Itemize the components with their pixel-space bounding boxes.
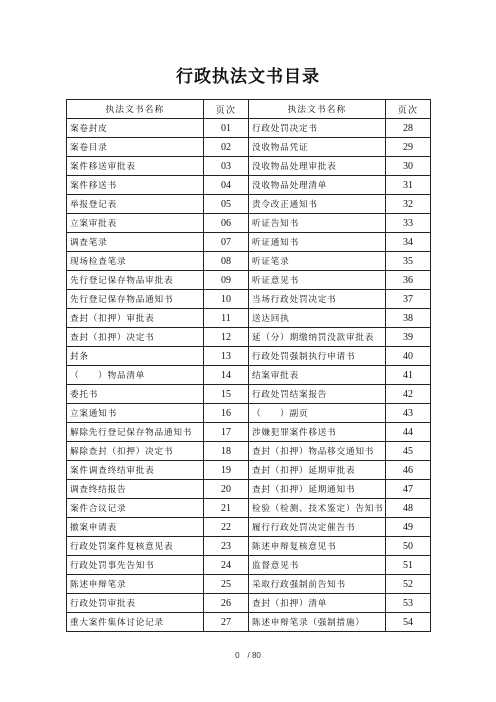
right-doc-name: 没收物品处理审批表 [249,157,386,176]
left-doc-page: 03 [204,157,249,176]
right-doc-name: 行政处罚强制执行申请书 [249,347,386,366]
table-row [67,442,431,461]
table-row [67,594,431,613]
right-doc-page: 34 [386,233,431,252]
table-row [67,328,431,347]
right-doc-page: 38 [386,309,431,328]
right-doc-name: 涉嫌犯罪案件移送书 [249,423,386,442]
table-row [67,233,431,252]
left-doc-name: 现场检查笔录 [67,252,204,271]
right-doc-page: 28 [386,119,431,138]
left-doc-name: 解除先行登记保存物品通知书 [67,423,204,442]
left-doc-name: （ ）物品清单 [67,366,204,385]
right-doc-name: 送达回执 [249,309,386,328]
left-doc-page: 12 [204,328,249,347]
left-doc-page: 06 [204,214,249,233]
header-right-name: 执法文书名称 [249,100,386,119]
table-row [67,499,431,518]
left-doc-name: 先行登记保存物品审批表 [67,271,204,290]
table-row [67,309,431,328]
right-doc-name: （ ）副页 [249,404,386,423]
left-doc-page: 10 [204,290,249,309]
right-doc-page: 45 [386,442,431,461]
left-doc-name: 封条 [67,347,204,366]
left-doc-page: 26 [204,594,249,613]
right-doc-page: 54 [386,613,431,632]
right-doc-name: 行政处罚结案报告 [249,385,386,404]
right-doc-name: 查封（扣押）延期通知书 [249,480,386,499]
right-doc-name: 延（分）期缴纳罚没款审批表 [249,328,386,347]
table-row [67,613,431,632]
right-doc-name: 结案审批表 [249,366,386,385]
document-index-table [66,99,431,632]
table-row [67,157,431,176]
left-doc-page: 09 [204,271,249,290]
table-row [67,556,431,575]
left-doc-page: 11 [204,309,249,328]
left-doc-name: 案件合议记录 [67,499,204,518]
right-doc-page: 52 [386,575,431,594]
left-doc-page: 25 [204,575,249,594]
right-doc-page: 46 [386,461,431,480]
table-row [67,271,431,290]
left-doc-name: 立案通知书 [67,404,204,423]
header-left-page: 页次 [204,100,249,119]
table-row [67,119,431,138]
right-doc-page: 53 [386,594,431,613]
right-doc-page: 31 [386,176,431,195]
right-doc-page: 49 [386,518,431,537]
table-row [67,404,431,423]
right-doc-page: 41 [386,366,431,385]
table-row [67,290,431,309]
table-row [67,366,431,385]
left-doc-name: 陈述申辩笔录 [67,575,204,594]
right-doc-page: 30 [386,157,431,176]
table-row [67,252,431,271]
header-left-name: 执法文书名称 [67,100,204,119]
left-doc-page: 01 [204,119,249,138]
left-doc-name: 委托书 [67,385,204,404]
table-row [67,385,431,404]
left-doc-page: 23 [204,537,249,556]
right-doc-name: 查封（扣押）清单 [249,594,386,613]
right-doc-page: 47 [386,480,431,499]
left-doc-name: 调查终结报告 [67,480,204,499]
right-doc-name: 履行行政处罚决定催告书 [249,518,386,537]
right-doc-page: 44 [386,423,431,442]
left-doc-name: 举报登记表 [67,195,204,214]
left-doc-page: 22 [204,518,249,537]
right-doc-name: 没收物品处理清单 [249,176,386,195]
table-row [67,480,431,499]
header-right-page: 页次 [386,100,431,119]
left-doc-page: 24 [204,556,249,575]
right-doc-page: 39 [386,328,431,347]
right-doc-name: 陈述申辩复核意见书 [249,537,386,556]
right-doc-name: 听证笔录 [249,252,386,271]
left-doc-name: 查封（扣押）决定书 [67,328,204,347]
table-row [67,423,431,442]
right-doc-page: 35 [386,252,431,271]
table-row [67,537,431,556]
right-doc-name: 查封（扣押）物品移交通知书 [249,442,386,461]
table-body [67,119,431,632]
right-doc-page: 32 [386,195,431,214]
left-doc-page: 04 [204,176,249,195]
left-doc-name: 解除查封（扣押）决定书 [67,442,204,461]
left-doc-page: 20 [204,480,249,499]
right-doc-page: 48 [386,499,431,518]
left-doc-name: 案卷封皮 [67,119,204,138]
table-row [67,347,431,366]
page-indicator: 0 / 80 [235,651,261,660]
left-doc-name: 调查笔录 [67,233,204,252]
right-doc-name: 当场行政处罚决定书 [249,290,386,309]
right-doc-name: 采取行政强制前告知书 [249,575,386,594]
left-doc-page: 13 [204,347,249,366]
left-doc-name: 查封（扣押）审批表 [67,309,204,328]
left-doc-page: 16 [204,404,249,423]
left-doc-page: 18 [204,442,249,461]
right-doc-name: 行政处罚决定书 [249,119,386,138]
right-doc-name: 听证告知书 [249,214,386,233]
left-doc-page: 14 [204,366,249,385]
left-doc-name: 行政处罚案件复核意见表 [67,537,204,556]
table-row [67,176,431,195]
left-doc-name: 案卷目录 [67,138,204,157]
table-row [67,461,431,480]
right-doc-page: 40 [386,347,431,366]
left-doc-page: 27 [204,613,249,632]
right-doc-name: 陈述申辩笔录（强制措施） [249,613,386,632]
left-doc-name: 案件调查终结审批表 [67,461,204,480]
right-doc-page: 33 [386,214,431,233]
right-doc-page: 43 [386,404,431,423]
table-row [67,518,431,537]
left-doc-name: 重大案件集体讨论记录 [67,613,204,632]
right-doc-name: 听证意见书 [249,271,386,290]
left-doc-page: 17 [204,423,249,442]
left-doc-name: 行政处罚事先告知书 [67,556,204,575]
table-row [67,575,431,594]
document-title: 行政执法文书目录 [176,67,320,87]
left-doc-page: 19 [204,461,249,480]
left-doc-page: 21 [204,499,249,518]
left-doc-name: 先行登记保存物品通知书 [67,290,204,309]
left-doc-page: 08 [204,252,249,271]
table-row [67,214,431,233]
right-doc-page: 36 [386,271,431,290]
left-doc-page: 07 [204,233,249,252]
left-doc-page: 02 [204,138,249,157]
right-doc-name: 没收物品凭证 [249,138,386,157]
right-doc-name: 查封（扣押）延期审批表 [249,461,386,480]
left-doc-name: 案件移送审批表 [67,157,204,176]
left-doc-name: 撤案申请表 [67,518,204,537]
left-doc-name: 行政处罚审批表 [67,594,204,613]
left-doc-page: 15 [204,385,249,404]
left-doc-name: 立案审批表 [67,214,204,233]
table-header-row [67,100,431,119]
table-row [67,195,431,214]
right-doc-page: 42 [386,385,431,404]
right-doc-name: 检验（检测、技术鉴定）告知书 [249,499,386,518]
right-doc-name: 听证通知书 [249,233,386,252]
right-doc-page: 51 [386,556,431,575]
left-doc-page: 05 [204,195,249,214]
right-doc-page: 50 [386,537,431,556]
right-doc-page: 29 [386,138,431,157]
right-doc-name: 监督意见书 [249,556,386,575]
right-doc-name: 责令改正通知书 [249,195,386,214]
right-doc-page: 37 [386,290,431,309]
table-row [67,138,431,157]
left-doc-name: 案件移送书 [67,176,204,195]
